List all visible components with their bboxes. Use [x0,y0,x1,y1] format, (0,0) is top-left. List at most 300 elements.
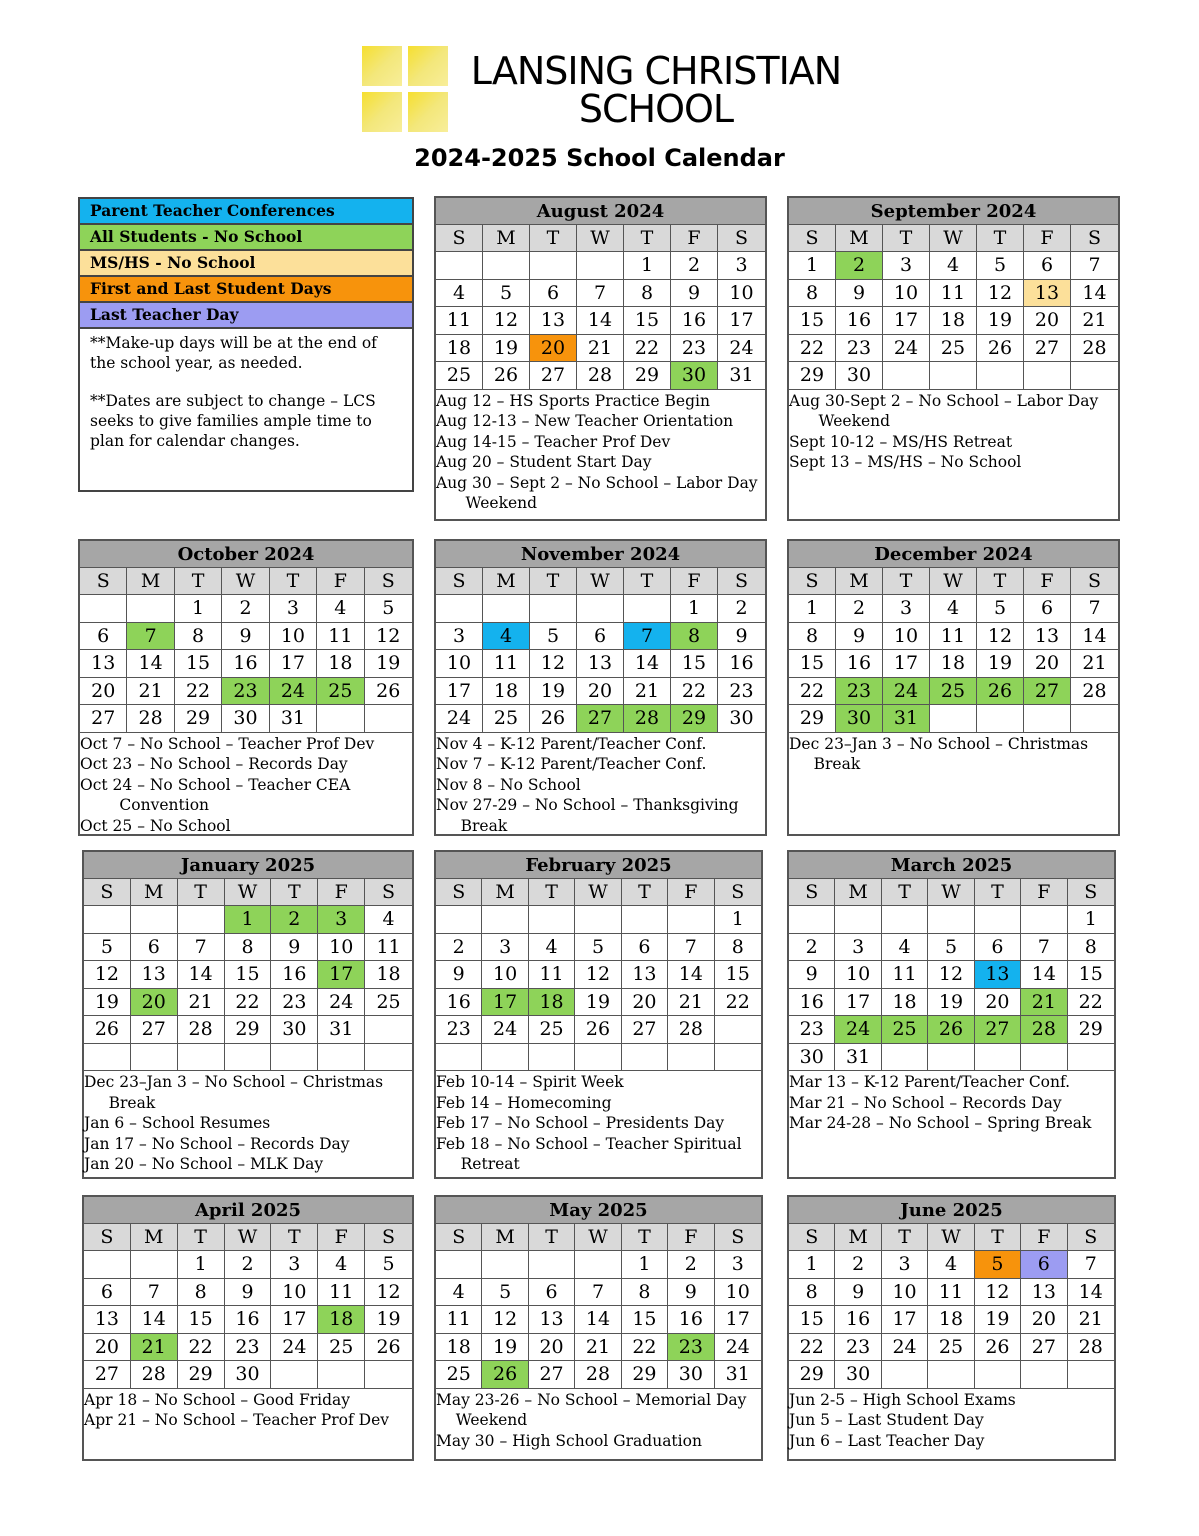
day-cell: 1 [715,906,761,934]
day-cell: 29 [175,705,222,733]
day-cell: 25 [318,1334,365,1362]
empty-cell [789,906,835,934]
day-cell: 13 [84,1306,131,1334]
day-cell: 1 [225,906,272,934]
day-cell: 28 [178,1016,225,1044]
weekday-header: W [225,879,272,906]
day-cell: 11 [928,1279,974,1307]
empty-cell [271,1044,318,1072]
empty-cell [178,906,225,934]
weekday-header: S [365,879,412,906]
day-cell: 8 [178,1279,225,1307]
month-title: September 2024 [789,198,1118,225]
note-line: Aug 20 – Student Start Day [436,453,652,471]
day-cell: 27 [80,705,127,733]
day-cell: 21 [1071,307,1118,335]
month-calendar [434,850,763,1179]
day-cell: 14 [624,650,671,678]
day-cell: 25 [928,1334,974,1362]
day-cell: 22 [789,335,836,363]
note-line: Nov 7 – K-12 Parent/Teacher Conf. [436,755,707,773]
day-cell: 30 [222,705,269,733]
day-cell: 10 [883,280,930,308]
note-line: Jun 5 – Last Student Day [789,1411,984,1429]
day-cell: 2 [668,1251,714,1279]
weekday-header: F [1024,568,1071,595]
day-cell: 15 [175,650,222,678]
day-cell: 7 [575,1279,621,1307]
day-cell: 21 [577,335,624,363]
day-cell: 17 [436,678,483,706]
day-cell: 9 [836,280,883,308]
empty-cell [882,906,928,934]
day-cell: 4 [436,280,483,308]
weekday-header: S [715,1224,761,1251]
day-cell: 8 [622,1279,668,1307]
day-cell: 12 [977,280,1024,308]
empty-cell [1021,1044,1067,1072]
day-cell: 12 [530,650,577,678]
note-line: Retreat [436,1155,520,1173]
weekday-header: W [575,1224,621,1251]
day-cell: 23 [836,678,883,706]
day-cell: 3 [882,1251,928,1279]
empty-cell [365,1361,412,1389]
day-cell: 13 [577,650,624,678]
note-line: Dec 23–Jan 3 – No School – Christmas [789,734,1089,753]
note-line: Weekend [436,1411,528,1429]
day-cell: 5 [482,1279,528,1307]
day-cell: 19 [928,989,974,1017]
day-cell: 21 [127,678,174,706]
day-cell: 31 [715,1361,761,1389]
month-title: August 2024 [436,198,765,225]
empty-cell [1024,362,1071,390]
weekday-header: M [482,1224,528,1251]
day-cell: 28 [131,1361,178,1389]
empty-cell [1071,705,1118,733]
weekday-header: W [930,225,977,252]
day-cell: 10 [270,623,317,651]
weekday-header: S [789,1224,835,1251]
note-line: Mar 24-28 – No School – Spring Break [789,1114,1092,1132]
weekday-header: T [178,1224,225,1251]
day-cell: 16 [718,650,765,678]
weekday-header: W [575,879,621,906]
day-cell: 22 [624,335,671,363]
day-cell: 1 [178,1251,225,1279]
day-cell: 3 [835,934,881,962]
note-line: Apr 18 – No School – Good Friday [84,1390,351,1409]
day-cell: 10 [271,1279,318,1307]
day-cell: 25 [365,989,412,1017]
day-cell: 13 [529,1306,575,1334]
day-cell: 6 [84,1279,131,1307]
note-line: Aug 12 – HS Sports Practice Begin [436,391,710,410]
day-cell: 26 [483,362,530,390]
empty-cell [715,1044,761,1072]
day-cell: 13 [1024,623,1071,651]
day-cell: 27 [529,1361,575,1389]
day-cell: 6 [529,1279,575,1307]
day-cell: 11 [930,623,977,651]
day-cell: 17 [715,1306,761,1334]
month-notes [84,1071,412,1175]
day-cell: 12 [575,961,621,989]
month-notes [789,733,1118,775]
weekday-header: F [1021,1224,1067,1251]
day-cell: 13 [530,307,577,335]
day-cell: 9 [225,1279,272,1307]
weekday-header: T [977,568,1024,595]
month-title: February 2025 [436,852,761,879]
day-cell: 6 [530,280,577,308]
weekday-header: S [718,225,765,252]
day-cell: 20 [622,989,668,1017]
day-cell: 6 [1021,1251,1067,1279]
day-cell: 1 [789,252,836,280]
day-cell: 18 [318,1306,365,1334]
note-line: Jan 20 – No School – MLK Day [84,1155,324,1173]
day-cell: 17 [882,1306,928,1334]
empty-cell [436,595,483,623]
empty-cell [575,906,621,934]
empty-cell [975,1044,1021,1072]
empty-cell [317,705,364,733]
day-cell: 28 [1068,1334,1114,1362]
day-cell: 1 [622,1251,668,1279]
weekday-header: F [671,568,718,595]
day-cell: 26 [365,1334,412,1362]
day-cell: 23 [835,1334,881,1362]
weekday-header: F [317,568,364,595]
day-cell: 26 [575,1016,621,1044]
empty-cell [271,1361,318,1389]
weekday-header: T [178,879,225,906]
day-cell: 12 [977,623,1024,651]
day-cell: 19 [977,650,1024,678]
day-cell: 27 [131,1016,178,1044]
day-cell: 11 [882,961,928,989]
month-calendar [787,539,1120,836]
note-line: Break [84,1093,156,1112]
day-cell: 15 [178,1306,225,1334]
day-cell: 28 [1071,678,1118,706]
day-cell: 1 [624,252,671,280]
empty-cell [883,362,930,390]
empty-cell [84,1251,131,1279]
empty-cell [84,1044,131,1072]
empty-cell [318,1044,365,1072]
month-calendar [434,196,767,521]
day-cell: 24 [318,989,365,1017]
empty-cell [928,906,974,934]
day-cell: 8 [225,934,272,962]
weekday-header: S [789,879,835,906]
day-cell: 4 [882,934,928,962]
day-cell: 2 [271,906,318,934]
day-cell: 11 [436,307,483,335]
weekday-header: T [622,879,668,906]
weekday-header: S [789,225,836,252]
day-cell: 9 [668,1279,714,1307]
day-cell: 19 [84,989,131,1017]
day-cell: 7 [624,623,671,651]
day-cell: 20 [131,989,178,1017]
weekday-header: M [483,225,530,252]
day-cell: 15 [1068,961,1114,989]
day-cell: 25 [930,335,977,363]
day-cell: 18 [928,1306,974,1334]
day-cell: 19 [365,1306,412,1334]
note-line: Jun 2-5 – High School Exams [789,1390,1016,1409]
day-cell: 10 [718,280,765,308]
day-cell: 26 [530,705,577,733]
day-cell: 7 [668,934,714,962]
empty-cell [1071,362,1118,390]
day-cell: 30 [671,362,718,390]
day-cell: 15 [789,307,836,335]
day-cell: 30 [836,705,883,733]
day-cell: 10 [882,1279,928,1307]
month-grid [436,1224,761,1389]
day-cell: 6 [1024,595,1071,623]
weekday-header: F [318,1224,365,1251]
empty-cell [131,906,178,934]
day-cell: 8 [789,623,836,651]
empty-cell [930,705,977,733]
day-cell: 24 [270,678,317,706]
day-cell: 28 [668,1016,714,1044]
empty-cell [436,906,482,934]
day-cell: 27 [622,1016,668,1044]
weekday-header: T [271,879,318,906]
note-line: May 30 – High School Graduation [436,1431,702,1450]
day-cell: 19 [575,989,621,1017]
month-title: November 2024 [436,541,765,568]
day-cell: 12 [365,1279,412,1307]
weekday-header: M [131,1224,178,1251]
day-cell: 25 [436,362,483,390]
day-cell: 21 [1071,650,1118,678]
day-cell: 1 [789,1251,835,1279]
day-cell: 15 [715,961,761,989]
empty-cell [318,1361,365,1389]
day-cell: 27 [530,362,577,390]
weekday-header: W [222,568,269,595]
empty-cell [482,906,528,934]
month-title: January 2025 [84,852,412,879]
day-cell: 18 [483,678,530,706]
day-cell: 23 [225,1334,272,1362]
day-cell: 28 [577,362,624,390]
day-cell: 17 [835,989,881,1017]
empty-cell [1068,1044,1114,1072]
day-cell: 8 [175,623,222,651]
empty-cell [622,1044,668,1072]
day-cell: 16 [671,307,718,335]
day-cell: 6 [80,623,127,651]
day-cell: 1 [789,595,836,623]
day-cell: 21 [1068,1306,1114,1334]
day-cell: 2 [789,934,835,962]
day-cell: 15 [225,961,272,989]
weekday-header: S [1071,225,1118,252]
day-cell: 24 [436,705,483,733]
weekday-header: W [928,879,974,906]
day-cell: 11 [365,934,412,962]
day-cell: 6 [975,934,1021,962]
day-cell: 28 [624,705,671,733]
school-name: LANSING CHRISTIAN SCHOOL [470,49,842,131]
day-cell: 13 [622,961,668,989]
note-line: Aug 14-15 – Teacher Prof Dev [436,432,671,451]
day-cell: 29 [178,1361,225,1389]
day-cell: 12 [84,961,131,989]
month-grid [436,225,765,390]
day-cell: 5 [365,595,412,623]
day-cell: 10 [715,1279,761,1307]
weekday-header: M [835,879,881,906]
month-notes [789,1389,1114,1452]
day-cell: 21 [575,1334,621,1362]
day-cell: 31 [270,705,317,733]
weekday-header: T [975,1224,1021,1251]
month-calendar [434,539,767,836]
note-line: Weekend [789,412,891,430]
day-cell: 29 [624,362,671,390]
note-line: Apr 21 – No School – Teacher Prof Dev [84,1411,390,1429]
legend-item: First and Last Student Days [80,277,412,303]
day-cell: 15 [624,307,671,335]
legend-item: Last Teacher Day [80,303,412,329]
month-notes [789,1071,1114,1134]
weekday-header: S [436,1224,482,1251]
makeup-note: **Make-up days will be at the end of the school year, as needed. [90,334,377,372]
day-cell: 3 [482,934,528,962]
day-cell: 19 [482,1334,528,1362]
empty-cell [529,1251,575,1279]
note-line: Jan 17 – No School – Records Day [84,1134,350,1153]
month-calendar [787,850,1116,1179]
day-cell: 4 [436,1279,482,1307]
day-cell: 4 [930,595,977,623]
day-cell: 15 [622,1306,668,1334]
month-title: March 2025 [789,852,1114,879]
day-cell: 4 [318,1251,365,1279]
note-line: Convention [80,796,210,814]
empty-cell [928,1044,974,1072]
day-cell: 30 [718,705,765,733]
day-cell: 20 [1024,307,1071,335]
day-cell: 9 [718,623,765,651]
empty-cell [975,1361,1021,1389]
day-cell: 5 [975,1251,1021,1279]
day-cell: 21 [131,1334,178,1362]
day-cell: 25 [317,678,364,706]
month-calendar [82,1195,414,1461]
day-cell: 11 [529,961,575,989]
day-cell: 22 [789,678,836,706]
day-cell: 16 [668,1306,714,1334]
day-cell: 25 [882,1016,928,1044]
day-cell: 16 [836,650,883,678]
day-cell: 9 [436,961,482,989]
day-cell: 9 [836,623,883,651]
day-cell: 24 [271,1334,318,1362]
month-grid [436,568,765,733]
day-cell: 2 [222,595,269,623]
day-cell: 8 [789,280,836,308]
day-cell: 25 [529,1016,575,1044]
day-cell: 14 [127,650,174,678]
day-cell: 26 [977,678,1024,706]
day-cell: 17 [318,961,365,989]
day-cell: 11 [436,1306,482,1334]
empty-cell [365,1044,412,1072]
note-line: Feb 17 – No School – Presidents Day [436,1114,725,1132]
note-line: Sept 13 – MS/HS – No School [789,453,1022,471]
note-line: Feb 10-14 – Spirit Week [436,1073,624,1091]
empty-cell [482,1044,528,1072]
day-cell: 14 [1071,280,1118,308]
day-cell: 8 [789,1279,835,1307]
weekday-header: T [882,879,928,906]
empty-cell [127,595,174,623]
note-line: Weekend [436,494,538,512]
note-line: Oct 7 – No School – Teacher Prof Dev [80,734,375,753]
day-cell: 12 [483,307,530,335]
day-cell: 5 [483,280,530,308]
empty-cell [1024,705,1071,733]
day-cell: 30 [225,1361,272,1389]
day-cell: 26 [975,1334,1021,1362]
note-line: Break [436,816,508,835]
month-notes [436,1071,761,1175]
day-cell: 5 [530,623,577,651]
day-cell: 7 [1071,252,1118,280]
month-grid [80,568,412,733]
empty-cell [622,906,668,934]
day-cell: 18 [529,989,575,1017]
weekday-header: S [365,1224,412,1251]
note-line: Aug 12-13 – New Teacher Orientation [436,412,734,430]
day-cell: 27 [577,705,624,733]
day-cell: 3 [715,1251,761,1279]
day-cell: 19 [977,307,1024,335]
day-cell: 22 [225,989,272,1017]
day-cell: 10 [835,961,881,989]
day-cell: 2 [436,934,482,962]
day-cell: 18 [365,961,412,989]
day-cell: 4 [930,252,977,280]
day-cell: 16 [789,989,835,1017]
change-note: **Dates are subject to change – LCS seeks to give families ample time to plan for calendar changes. [90,392,376,450]
weekday-header: S [1068,879,1114,906]
empty-cell [577,252,624,280]
day-cell: 29 [1068,1016,1114,1044]
weekday-header: T [883,225,930,252]
day-cell: 14 [1021,961,1067,989]
day-cell: 11 [930,280,977,308]
day-cell: 12 [975,1279,1021,1307]
day-cell: 6 [577,623,624,651]
day-cell: 3 [270,595,317,623]
day-cell: 14 [131,1306,178,1334]
day-cell: 11 [318,1279,365,1307]
day-cell: 11 [317,623,364,651]
day-cell: 28 [127,705,174,733]
